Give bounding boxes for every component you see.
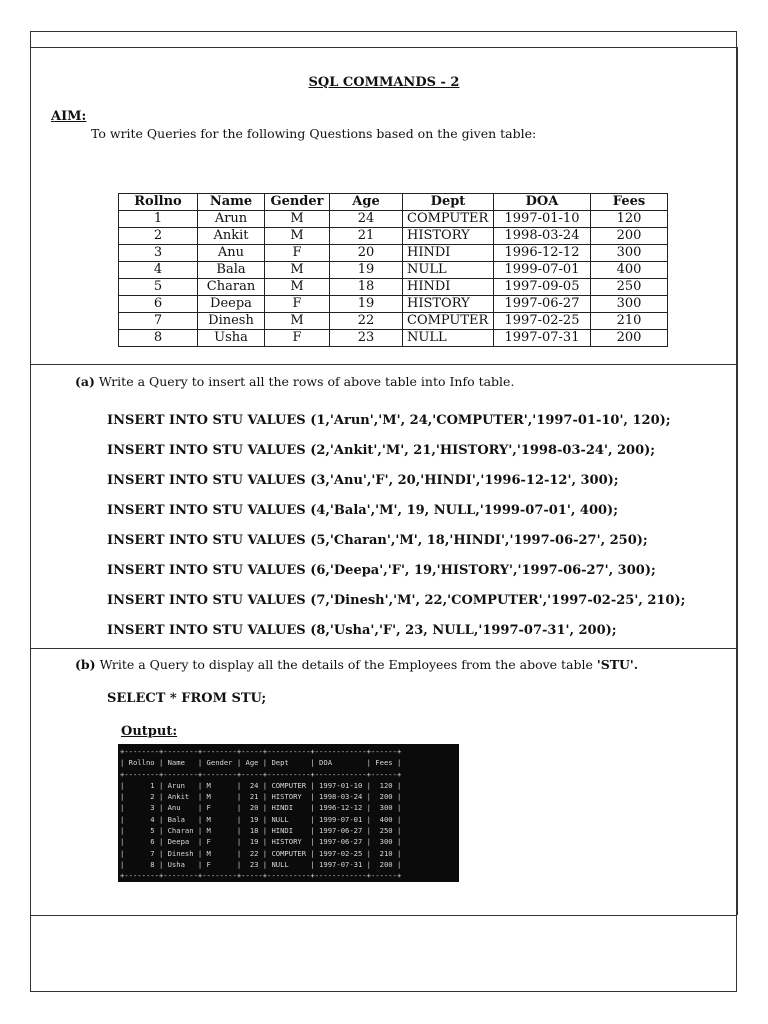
table-cell: M [265,262,330,279]
aim-text: To write Queries for the following Questions based on the given table: [91,126,537,141]
table-cell: 1996-12-12 [494,245,591,262]
output-label: Output: [121,724,178,739]
table-header-row [119,194,668,211]
table-cell: 2 [119,228,198,245]
header-divider [30,47,737,48]
table-cell: 1997-02-25 [494,313,591,330]
table-cell: 200 [591,330,668,347]
table-cell: M [265,313,330,330]
question-a-text: Write a Query to insert all the rows of above table into Info table. [98,374,515,389]
table-cell: HINDI [403,279,494,296]
table-cell: F [265,330,330,347]
table-cell: NULL [403,262,494,279]
col-header: DOA [494,194,591,211]
table-cell: 6 [119,296,198,313]
table-cell: 1998-03-24 [494,228,591,245]
table-cell: 300 [591,245,668,262]
insert-statement: INSERT INTO STU VALUES (2,'Ankit','M', 21,'HISTORY','1998-03-24', 200); [107,443,656,458]
table-cell: 5 [119,279,198,296]
table-cell: F [265,245,330,262]
insert-statement: INSERT INTO STU VALUES (8,'Usha','F', 23, NULL,'1997-07-31', 200); [107,623,617,638]
table-cell: 20 [330,245,403,262]
table-row [119,245,668,262]
table-cell: Usha [198,330,265,347]
table-cell: M [265,228,330,245]
table-cell: 24 [330,211,403,228]
table-row [119,313,668,330]
col-header: Gender [265,194,330,211]
aim-label: AIM: [51,109,87,124]
right-border [737,47,738,915]
insert-statement: INSERT INTO STU VALUES (6,'Deepa','F', 19,'HISTORY','1997-06-27', 300); [107,563,656,578]
table-row [119,330,668,347]
table-cell: 1997-09-05 [494,279,591,296]
table-cell: M [265,211,330,228]
table-cell: 3 [119,245,198,262]
page-title: SQL COMMANDS - 2 [308,75,460,90]
section-divider-b [30,648,737,649]
footer-divider [30,915,737,916]
table-cell: 18 [330,279,403,296]
col-header: Age [330,194,403,211]
col-header: Fees [591,194,668,211]
table-cell: 1997-07-31 [494,330,591,347]
table-cell: 19 [330,262,403,279]
table-cell: 23 [330,330,403,347]
table-cell: Ankit [198,228,265,245]
insert-statement: INSERT INTO STU VALUES (3,'Anu','F', 20,'HINDI','1996-12-12', 300); [107,473,619,488]
question-b [75,657,638,672]
table-cell: Charan [198,279,265,296]
table-cell: 21 [330,228,403,245]
question-a [75,374,514,389]
table-cell: 7 [119,313,198,330]
terminal-text: +--------+--------+--------+-----+----------+------------+------+ | Rollno | Name | Gender | Age | Dept | DOA | Fees | +--------+--------+--------+-----+----------+------------+------+ | 1 | Arun | M | 24 | COMPUTER | 1997-01-10 | 120 | | 2 | Ankit | M | 21 | HISTORY | 1998-03-24 | 200 | | 3 | Anu | F | 20 | HINDI | 1996-12-12 | 300 | | 4 | Bala | M | 19 | NULL | 1999-07-01 | 400 | | 5 | Charan | M | 18 | HINDI | 1997-06-27 | 250 | | 6 | Deepa | F | 19 | HISTORY | 1997-06-27 | 300 | | 7 | Dinesh | M | 22 | COMPUTER | 1997-02-25 | 210 | | 8 | Usha | F | 23 | NULL | 1997-07-31 | 200 | +--------+--------+--------+-----+----------+------------+------+ [120,747,402,881]
table-cell: 300 [591,296,668,313]
table-cell: HISTORY [403,228,494,245]
table-row [119,296,668,313]
table-cell: 120 [591,211,668,228]
table-cell: 19 [330,296,403,313]
question-b-table-name: 'STU'. [596,657,639,672]
student-table [118,193,668,347]
question-b-marker: (b) [75,657,96,672]
table-cell: HISTORY [403,296,494,313]
table-cell: Anu [198,245,265,262]
table-cell: COMPUTER [403,313,494,330]
table-cell: 8 [119,330,198,347]
table-row [119,262,668,279]
section-divider-a [30,364,737,365]
table-cell: NULL [403,330,494,347]
col-header: Dept [403,194,494,211]
table-cell: 22 [330,313,403,330]
table-cell: 4 [119,262,198,279]
col-header: Rollno [119,194,198,211]
table-cell: Arun [198,211,265,228]
question-b-text: Write a Query to display all the details of the Employees from the above table [99,657,597,672]
table-cell: M [265,279,330,296]
table-body [119,211,668,347]
table-row [119,279,668,296]
table-cell: F [265,296,330,313]
table-cell: COMPUTER [403,211,494,228]
table-cell: 1 [119,211,198,228]
select-statement: SELECT * FROM STU; [107,691,267,706]
table-cell: 1997-06-27 [494,296,591,313]
question-a-marker: (a) [75,374,95,389]
table-cell: 400 [591,262,668,279]
col-header: Name [198,194,265,211]
table-cell: 200 [591,228,668,245]
insert-statement: INSERT INTO STU VALUES (5,'Charan','M', 18,'HINDI','1997-06-27', 250); [107,533,648,548]
insert-statement: INSERT INTO STU VALUES (4,'Bala','M', 19, NULL,'1999-07-01', 400); [107,503,619,518]
table-cell: Deepa [198,296,265,313]
table-cell: 250 [591,279,668,296]
table-row [119,228,668,245]
insert-statement: INSERT INTO STU VALUES (7,'Dinesh','M', 22,'COMPUTER','1997-02-25', 210); [107,593,686,608]
insert-statement: INSERT INTO STU VALUES (1,'Arun','M', 24,'COMPUTER','1997-01-10', 120); [107,413,671,428]
table-row [119,211,668,228]
table-cell: 1997-01-10 [494,211,591,228]
table-cell: Bala [198,262,265,279]
terminal-output [118,744,459,882]
table-cell: HINDI [403,245,494,262]
table-cell: 210 [591,313,668,330]
table-cell: Dinesh [198,313,265,330]
table-cell: 1999-07-01 [494,262,591,279]
